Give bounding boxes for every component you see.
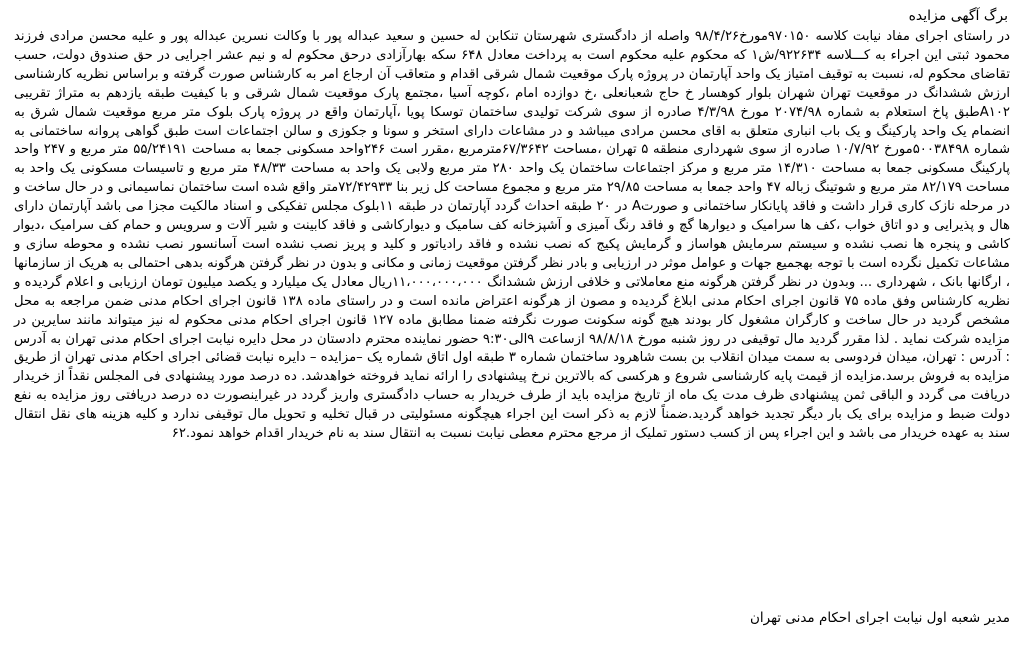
auction-notice-document [14, 6, 1010, 642]
notice-title: برگ آگهی مزایده [908, 8, 1008, 24]
notice-signature: مدیر شعبه اول نیابت اجرای احکام مدنی تهران [749, 610, 1010, 626]
notice-body-text: در راستای اجرای مفاد نیابت کلاسه ۹۷۰۱۵۰مورخ۹۸/۴/۲۶ واصله از دادگستری شهرستان تنکابن له حسین و سعید عبداله پور با وکالت نسرین عبداله پور و علیه محسن مرادی فرزند محمود ثبتی این اجراء به کـــلاسه ۹۲۲۶۳۴/ش۱ که محکوم علیه محکوم است به پرداخت معادل ۶۴۸ سکه بهارآزادی درحق محکوم له و نیم عشر اجرایی در حق صندوق دولت، حسب تقاضای محکوم له، نسبت به توقیف امتیاز یک واحد آپارتمان در پروژه پارک موقعیت شمال شرقی اقدام و متعاقب آن ارجاع امر به کارشناس صورت گرفته و براساس نظریه کارشناسی ارزش ششدانگ در موقعیت تهران شهران بلوار کوهسار خ حاج شعبانعلی ،خ دوازده امام ،کوچه آسیا ،مجتمع پارک موقعیت شمال شرقی و با کیفیت طبقه یازدهم به متراژ تقریبی A۱۰۲طبق پاخ استعلام به شماره ۲۰۷۴/۹۸ مورخ ۴/۳/۹۸ صادره از سوی شرکت تولیدی ساختمان توسکا پویا ،آپارتمان واقع در پروژه پارک بلوک متر مربع موقعیت شمال شرق به انضمام یک واحد پارکینگ و یک باب انباری متعلق به اقای محسن مرادی میباشد و در مشاعات دارای استخر و سونا و جکوزی و سالن اجتماعات است طبق گواهی پروانه ساختمانی به شماره ۵۰۰۳۸۴۹۸مورخ ۱۰/۷/۹۲ صادره از سوی شهرداری منطقه ۵ تهران ،مساحت ۶۷/۳۶۴۲مترمربع ،مقرر است ۲۴۶واحد مسکونی جمعا به مساحت ۵۵/۲۴۱۹۱ متر مربع و ۲۴۷ واحد پارکینگ مسکونی جمعا به مساحت ۱۴/۳۱۰ متر مربع و مرکز اجتماعات ساختمان یک واحد ۲۸۰ متر مربع ولابی یک واحد به مساحت ۴۸/۳۳ متر مربع و تاسیسات مسکونی یک واحد به مساحت ۸۲/۱۷۹ متر مربع و شوتینگ زباله ۴۷ واحد جمعا به مساحت ۲۹/۸۵ متر مربع و مجموع مساحت کل زیر بنا ۷۲/۴۲۹۳۳متر واقع شده است ساختمان نماسیمانی و در حال ساخت و در مرحله نازک کاری قرار داشت و فاقد پایانکار ساختمانی و صورتA در ۲۰ طبقه احداث گردد آپارتمان در طبقه ۱۱بلوک مجلس تفکیکی و اسناد مالکیت مجزا می باشد آپارتمان دارای هال و پذیرایی و دو اتاق خواب ،کف ها سرامیک و دیوارها گچ و فاقد رنگ آمیزی و آشپزخانه کف سامیک و دیوارکاشی و فاقد کابینت و شیر آلات و سرویس و حمام کف سرامیک ،دیوار کاشی و پنجره ها نصب نشده و سیستم سرمایش هواساز و گرمایش پکیج که نصب نشده و فاقد رادیاتور و کلید و پریز نصب نشده است آسانسور نصب نشده و محوطه سازی و مشاعات تکمیل نگرده است با توجه بهجمیع جهات و عوامل موثر در ارزیابی و بادر نظر گرفتن موقعیت زمانی و مکانی و بدون در نظر گرفتن هرگونه بدهی احتمالی به هریک از سازمانها ، ارگانها بانک ، شهرداری ... وبدون در نظر گرفتن هرگونه منع معاملاتی و خلافی ارزش ششدانگ ۱۱،۰۰۰،۰۰۰،۰۰۰ریال معادل یک میلیارد و یکصد میلیون تومان ارزیابی و اعلام گردیده و نظریه کارشناس وفق ماده ۷۵ قانون اجرای احکام مدنی ابلاغ گردیده و مصون از هرگونه اعتراض مانده است و در راستای ماده ۱۳۸ قانون اجرای احکام مدنی ضمن مراجعه به محل مشخص گردید در حال ساخت و کارگران مشغول کار بودند هیچ گونه سکونت صورت نگرفته ضمنا مطابق ماده ۱۲۷ قانون اجرای احکام مدنی محکوم له نیز میتواند مانند سایرین در مزایده شرکت نماید . لذا مقرر گردید مال توقیفی در روز شنبه مورخ ۹۸/۸/۱۸ ازساعت ۹الی۹:۳۰ حضور نماینده محترم دادستان در محل دایره نیابت اجرای احکام مدنی تهران به آدرس : آدرس : تهران، میدان فردوسی به سمت میدان انقلاب بن بست شاهرود ساختمان شماره ۳ طبقه اول اتاق شماره یک –مزایده – دایره نیابت قضائی اجرای احکام مدنی تهران از طریق مزایده به فروش برسد.مزایده از قیمت پایه کارشناسی شروع و هرکسی که بالاترین نرخ پیشنهادی را ارائه نماید فروخته خواهدشد. ده درصد مورد پیشنهادی فی المجلس نقداً از خریدار دریافت می گردد و الباقی ثمن پیشنهادی ظرف مدت یک ماه از تاریخ مزایده باید از طرف خریدار به حساب دادگستری واریز گردد در غیراینصورت ده درصد دریافتی روز مزایده به نفع دولت ضبط و مزایده برای یک بار دیگر تجدید خواهد گردید.ضمناً لازم به ذکر است این اجراء هیچگونه مسئولیتی در قبال تخلیه و تحویل مال توقیفی ندارد و کلیه هزینه های نقل انتقال سند به عهده خریدار می باشد و این اجراء پس از کسب دستور تملیک از مرجع محترم معطی نیابت نسبت به انتقال سند به نام خریدار اقدام خواهد نمود.۶۲ [14, 29, 1011, 442]
